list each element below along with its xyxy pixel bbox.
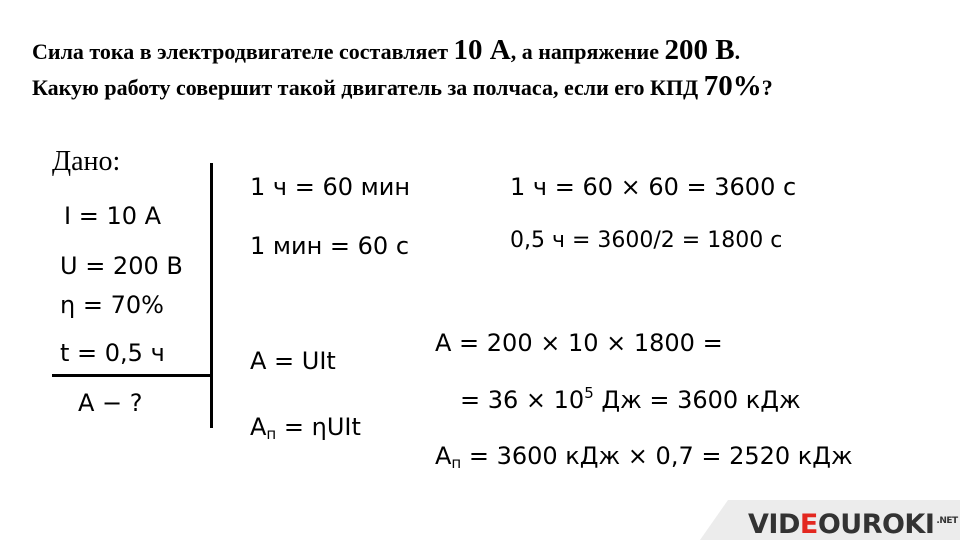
- logo-text: VID: [748, 509, 800, 540]
- solution-line-3: [435, 441, 853, 471]
- solution-rest: = 3600 кДж × 0,7 = 2520 кДж: [461, 442, 853, 470]
- conversion-half-hour: 0,5 ч = 3600/2 = 1800 с: [510, 228, 783, 253]
- solution-prefix: = 36 × 10: [460, 386, 585, 414]
- problem-line-2: [32, 68, 773, 106]
- current-value: 10 А: [453, 34, 511, 66]
- logo-accent: E: [799, 509, 818, 540]
- formula-useful-work: [250, 412, 361, 442]
- voltage-value: 200 В: [664, 34, 735, 66]
- problem-text: .: [734, 39, 741, 64]
- problem-text: Сила тока в электродвигателе составляет: [32, 39, 454, 64]
- problem-line-1: [32, 32, 740, 70]
- formula-rhs: = ηUIt: [276, 413, 361, 441]
- solution-subscript: п: [451, 454, 462, 472]
- solution-line-2: [460, 385, 801, 415]
- given-voltage: U = 200 B: [60, 252, 183, 280]
- problem-text: Какую работу совершит такой двигатель за полчаса, если его КПД: [32, 75, 704, 100]
- solution-line-1: A = 200 × 10 × 1800 =: [435, 329, 723, 357]
- problem-text: ?: [761, 75, 773, 100]
- conversion-hour-sec: 1 ч = 60 × 60 = 3600 с: [510, 173, 797, 201]
- given-time: t = 0,5 ч: [60, 339, 165, 367]
- conversion-hour-min: 1 ч = 60 мин: [250, 173, 411, 201]
- videouroki-logo: [748, 504, 958, 542]
- formula-symbol: A: [250, 413, 267, 441]
- given-title: Дано:: [52, 146, 121, 177]
- logo-text: OUROKI: [817, 509, 935, 540]
- efficiency-value: 70%: [703, 70, 762, 102]
- given-current: I = 10 A: [64, 202, 162, 230]
- find-unknown: A − ?: [78, 389, 143, 417]
- given-efficiency: η = 70%: [60, 291, 164, 319]
- given-divider: [52, 374, 212, 377]
- logo-domain: .NET: [936, 516, 958, 526]
- solution-exponent: 5: [584, 384, 594, 402]
- formula-subscript: п: [266, 425, 277, 443]
- given-separator: [210, 163, 213, 428]
- problem-text: , а напряжение: [510, 39, 665, 64]
- solution-symbol: A: [435, 442, 452, 470]
- formula-work: A = UIt: [250, 347, 336, 375]
- conversion-min-sec: 1 мин = 60 с: [250, 232, 410, 260]
- solution-rest: Дж = 3600 кДж: [593, 386, 801, 414]
